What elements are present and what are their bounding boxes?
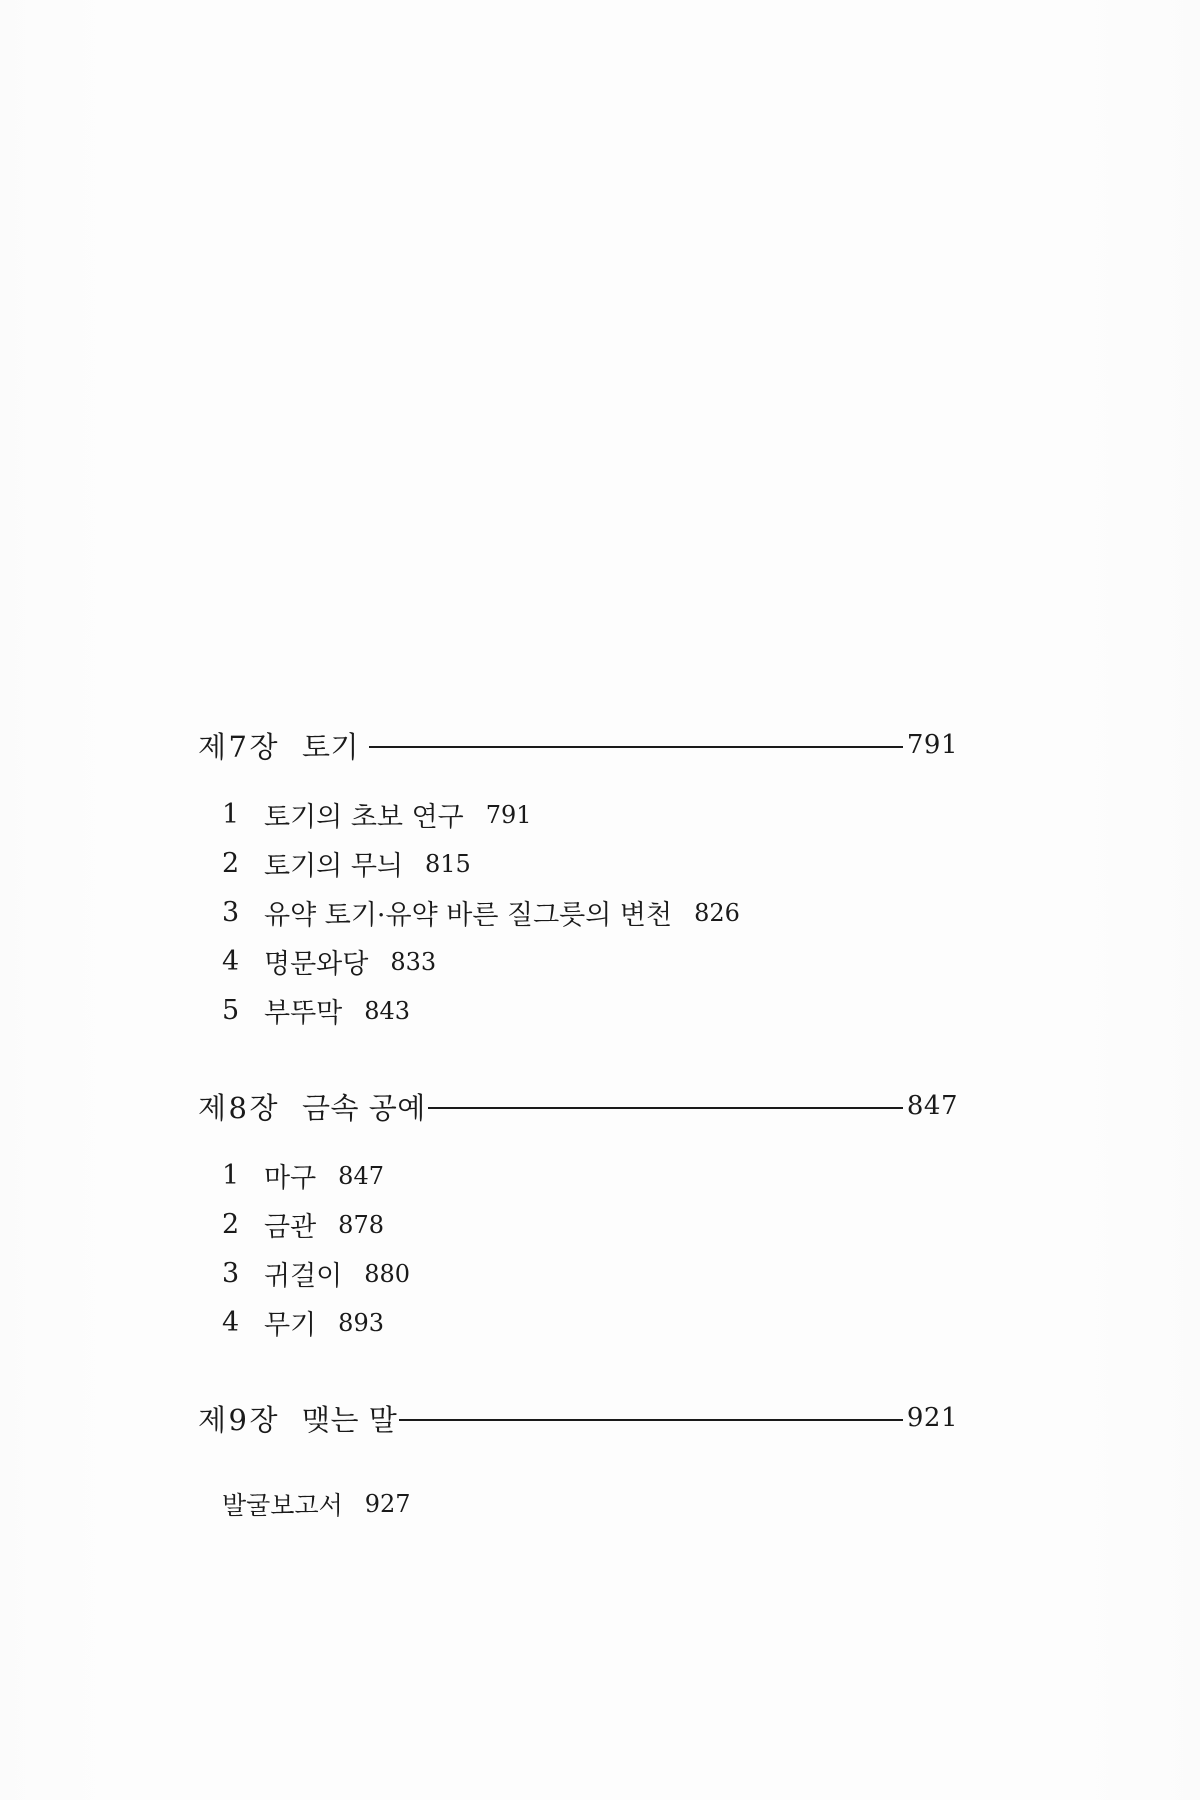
section-page-number: 791 [485, 800, 532, 829]
section-entry[interactable] [222, 1298, 958, 1347]
chapter-page-number: 791 [906, 730, 958, 760]
section-page-number: 878 [338, 1210, 384, 1239]
section-page-number: 833 [390, 947, 437, 976]
section-entry[interactable] [222, 986, 958, 1035]
chapter-8-sections [222, 1151, 958, 1347]
chapter-title: 토기 [301, 729, 360, 764]
section-entry[interactable] [222, 790, 958, 839]
section-page-number: 847 [338, 1161, 384, 1190]
section-number: 2 [222, 1209, 240, 1240]
section-title: 무기 [264, 1310, 317, 1341]
section-number: 4 [222, 1307, 240, 1338]
section-title: 마구 [264, 1163, 317, 1194]
section-title: 귀걸이 [264, 1261, 343, 1292]
leader-line [428, 1107, 903, 1109]
section-title: 금관 [264, 1212, 317, 1243]
section-entry[interactable] [222, 888, 958, 937]
chapter-label: 제9장 [198, 1402, 278, 1437]
section-title: 유약 토기·유약 바른 질그릇의 변천 [264, 900, 673, 931]
section-title: 부뚜막 [264, 998, 343, 1029]
appendix-page-number: 927 [364, 1490, 411, 1518]
chapter-label: 제8장 [198, 1090, 278, 1125]
appendix-entry[interactable] [222, 1481, 958, 1527]
section-title: 명문와당 [264, 949, 369, 980]
leader-line [369, 746, 903, 748]
section-number: 3 [222, 1258, 240, 1289]
section-number: 2 [222, 848, 240, 879]
chapter-page-number: 847 [906, 1091, 958, 1121]
page-margin-right [1080, 0, 1200, 1800]
table-of-contents [198, 720, 958, 1527]
section-page-number: 815 [425, 849, 471, 878]
chapter-8-heading[interactable] [198, 1081, 958, 1131]
chapter-9-heading[interactable] [198, 1393, 958, 1443]
chapter-label: 제7장 [198, 729, 278, 764]
section-entry[interactable] [222, 937, 958, 986]
section-title: 토기의 무늬 [264, 851, 403, 882]
chapter-7-heading[interactable] [198, 720, 958, 770]
section-number: 1 [222, 1160, 240, 1191]
section-entry[interactable] [222, 1249, 958, 1298]
chapter-7-sections [222, 790, 958, 1035]
section-entry[interactable] [222, 839, 958, 888]
section-number: 1 [222, 799, 240, 830]
section-page-number: 826 [694, 898, 740, 927]
chapter-page-number: 921 [906, 1403, 958, 1433]
section-number: 3 [222, 897, 240, 928]
section-page-number: 843 [364, 996, 411, 1025]
page-margin-left [0, 0, 110, 1800]
section-entry[interactable] [222, 1151, 958, 1200]
appendix-title: 발굴보고서 [222, 1491, 343, 1520]
section-page-number: 880 [364, 1259, 411, 1288]
section-title: 토기의 초보 연구 [264, 802, 464, 833]
leader-line [399, 1419, 903, 1421]
section-page-number: 893 [338, 1308, 384, 1337]
chapter-title: 맺는 말 [301, 1402, 398, 1437]
chapter-title: 금속 공예 [301, 1090, 426, 1125]
section-entry[interactable] [222, 1200, 958, 1249]
section-number: 4 [222, 946, 240, 977]
section-number: 5 [222, 995, 240, 1026]
